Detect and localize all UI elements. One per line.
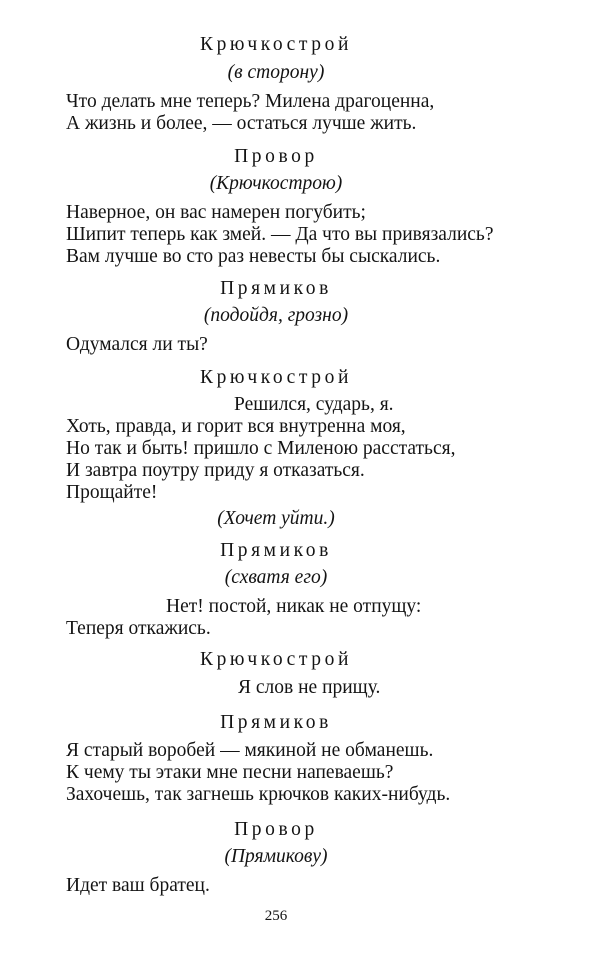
stage-direction: (схватя его) — [224, 567, 328, 588]
speaker-name: Провор — [234, 819, 318, 840]
verse-line: Я слов не прищу. — [238, 677, 381, 698]
speaker-name: Крючкострой — [199, 649, 353, 670]
speaker-name: Прямиков — [220, 540, 332, 561]
verse-line: Одумался ли ты? — [66, 334, 208, 355]
speaker-name: Прямиков — [220, 712, 332, 733]
verse-line: А жизнь и более, — остаться лучше жить. — [66, 113, 417, 134]
stage-direction: (подойдя, грозно) — [203, 305, 349, 326]
stage-direction: (Хочет уйти.) — [217, 508, 335, 529]
verse-line: Захочешь, так загнешь крючков каких-нибудь. — [66, 784, 451, 805]
page-number: 256 — [264, 908, 288, 924]
verse-line: Но так и быть! пришло с Миленою расстаться, — [66, 438, 456, 459]
verse-line: Нет! постой, никак не отпущу: — [166, 596, 422, 617]
verse-line: Хоть, правда, и горит вся внутренна моя, — [66, 416, 406, 437]
speaker-name: Прямиков — [220, 278, 332, 299]
verse-line: Теперя откажись. — [66, 618, 211, 639]
speaker-name: Провор — [234, 146, 318, 167]
stage-direction: (Прямикову) — [224, 846, 328, 867]
stage-direction: (Крючкострою) — [209, 173, 343, 194]
verse-line: Вам лучше во сто раз невесты бы сыскались. — [66, 246, 441, 267]
verse-line: Я старый воробей — мякиной не обманешь. — [66, 740, 434, 761]
verse-line: Решился, сударь, я. — [234, 394, 394, 415]
verse-line: Шипит теперь как змей. — Да что вы привязались? — [66, 224, 494, 245]
speaker-name: Крючкострой — [199, 34, 353, 55]
verse-line: И завтра поутру приду я отказаться. — [66, 460, 365, 481]
stage-direction: (в сторону) — [227, 62, 325, 83]
speaker-name: Крючкострой — [199, 367, 353, 388]
verse-line: Идет ваш братец. — [66, 875, 210, 896]
verse-line: К чему ты этаки мне песни напеваешь? — [66, 762, 394, 783]
verse-line: Прощайте! — [66, 482, 158, 503]
verse-line: Наверное, он вас намерен погубить; — [66, 202, 366, 223]
verse-line: Что делать мне теперь? Милена драгоценна, — [66, 91, 435, 112]
